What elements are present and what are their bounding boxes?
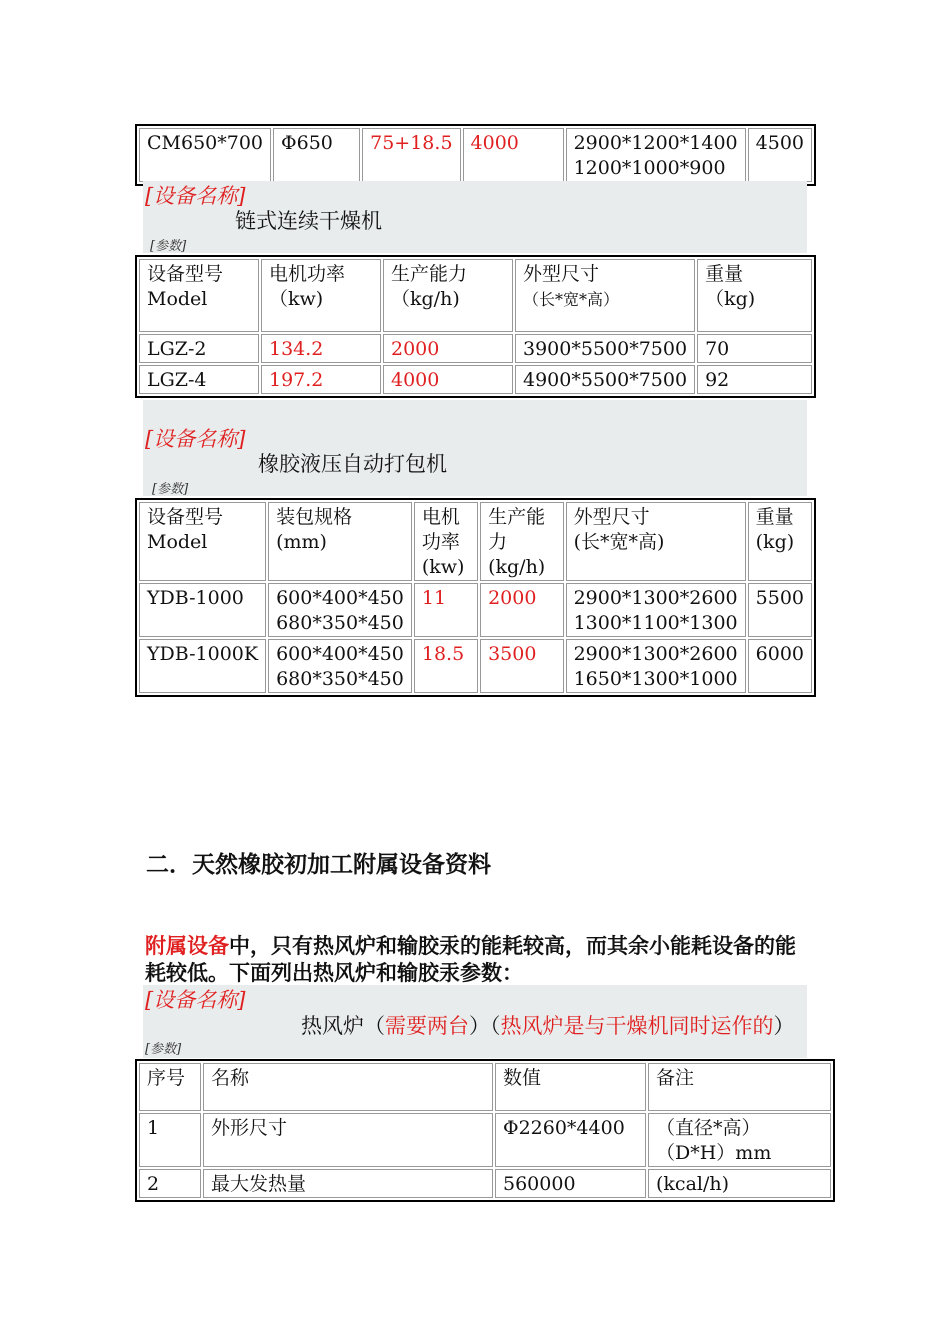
cell-dimensions: 2900*1300*2600 1300*1100*1300 xyxy=(566,583,746,637)
cell-power: 75+18.5 xyxy=(362,128,460,182)
section2-params-label: [参数] xyxy=(152,482,189,497)
cell-model: YDB-1000K xyxy=(139,639,266,693)
table-row xyxy=(139,583,812,637)
cell-dimensions: 4900*5500*7500 xyxy=(515,365,695,394)
header-value: 数值 xyxy=(495,1063,646,1111)
cell-diameter: Φ650 xyxy=(273,128,360,182)
table-row xyxy=(139,365,812,394)
cell-bale-size: 600*400*450 680*350*450 xyxy=(268,639,412,693)
header-capacity: 生产能 力 (kg/h) xyxy=(480,502,563,581)
header-index: 序号 xyxy=(139,1063,201,1111)
cell-weight: 70 xyxy=(697,334,812,363)
header-model: 设备型号 Model xyxy=(139,259,259,332)
section1-label: [设备名称] xyxy=(145,184,246,208)
header-capacity: 生产能力 （kg/h) xyxy=(383,259,513,332)
header-power: 电机 功率 (kw) xyxy=(414,502,478,581)
section2-label: [设备名称] xyxy=(145,427,246,451)
section3-title-prefix: 热风炉（ xyxy=(301,1014,385,1038)
section3-title-mid: ）（ xyxy=(469,1014,501,1038)
header-model: 设备型号 Model xyxy=(139,502,266,581)
section3-title-suffix: ） xyxy=(773,1014,795,1038)
section3-label: [设备名称] xyxy=(145,988,246,1012)
table-equipment-cm650 xyxy=(135,124,816,186)
header-bale-size: 装包规格 (mm) xyxy=(268,502,412,581)
header-dimensions-sub: （长*宽*高） xyxy=(523,290,620,309)
cell-power: 134.2 xyxy=(261,334,381,363)
intro-highlight: 附属设备 xyxy=(145,934,229,958)
table-chain-dryer xyxy=(135,255,816,398)
table-row xyxy=(139,1169,831,1198)
cell-bale-size: 600*400*450 680*350*450 xyxy=(268,583,412,637)
cell-model: LGZ-4 xyxy=(139,365,259,394)
section2-title: 橡胶液压自动打包机 xyxy=(258,452,447,476)
table-header-row xyxy=(139,502,812,581)
cell-power: 197.2 xyxy=(261,365,381,394)
cell-name: 最大发热量 xyxy=(203,1169,493,1198)
cell-model: CM650*700 xyxy=(139,128,271,182)
cell-index: 1 xyxy=(139,1113,201,1167)
cell-index: 2 xyxy=(139,1169,201,1198)
cell-weight: 6000 xyxy=(748,639,812,693)
cell-weight: 92 xyxy=(697,365,812,394)
intro-text: 中，只有热风炉和输胶汞的能耗较高，而其余小能耗设备的能耗较低。下面列出热风炉和输胶汞参数： xyxy=(145,934,796,985)
cell-name: 外形尺寸 xyxy=(203,1113,493,1167)
header-dimensions xyxy=(515,259,695,332)
cell-value: 560000 xyxy=(495,1169,646,1198)
cell-value: Φ2260*4400 xyxy=(495,1113,646,1167)
cell-dimensions: 2900*1200*1400 1200*1000*900 xyxy=(566,128,746,182)
table-row xyxy=(139,128,812,182)
table-header-row xyxy=(139,259,812,332)
table-row xyxy=(139,639,812,693)
cell-capacity: 2000 xyxy=(383,334,513,363)
cell-model: LGZ-2 xyxy=(139,334,259,363)
cell-model: YDB-1000 xyxy=(139,583,266,637)
header-weight: 重量 (kg) xyxy=(748,502,812,581)
cell-remark: (kcal/h) xyxy=(648,1169,831,1198)
cell-capacity: 4000 xyxy=(383,365,513,394)
cell-dimensions: 3900*5500*7500 xyxy=(515,334,695,363)
header-dimensions: 外型尺寸 (长*宽*高) xyxy=(566,502,746,581)
cell-weight: 4500 xyxy=(748,128,812,182)
section3-title xyxy=(301,1010,795,1040)
header-power: 电机功率 （kw) xyxy=(261,259,381,332)
cell-capacity: 2000 xyxy=(480,583,563,637)
cell-dimensions: 2900*1300*2600 1650*1300*1000 xyxy=(566,639,746,693)
section3-title-note2: 热风炉是与干燥机同时运作的 xyxy=(500,1014,774,1038)
table-baling-press xyxy=(135,498,816,697)
section3-title-note1: 需要两台 xyxy=(385,1014,469,1038)
header-dimensions-label: 外型尺寸 xyxy=(523,263,600,285)
table-hot-air-furnace xyxy=(135,1059,835,1202)
header-name: 名称 xyxy=(203,1063,493,1111)
table-row xyxy=(139,334,812,363)
cell-power: 18.5 xyxy=(414,639,478,693)
table-row xyxy=(139,1113,831,1167)
cell-weight: 5500 xyxy=(748,583,812,637)
section-heading: 二．天然橡胶初加工附属设备资料 xyxy=(146,852,491,878)
section1-params-label: [参数] xyxy=(150,239,187,254)
section3-params-label: [参数] xyxy=(145,1042,182,1057)
section1-title: 链式连续干燥机 xyxy=(235,209,382,233)
header-weight: 重量 （kg) xyxy=(697,259,812,332)
header-remark: 备注 xyxy=(648,1063,831,1111)
cell-power: 11 xyxy=(414,583,478,637)
cell-capacity: 4000 xyxy=(463,128,564,182)
intro-paragraph xyxy=(145,933,810,987)
cell-capacity: 3500 xyxy=(480,639,563,693)
cell-remark: （直径*高） （D*H）mm xyxy=(648,1113,831,1167)
table-header-row xyxy=(139,1063,831,1111)
